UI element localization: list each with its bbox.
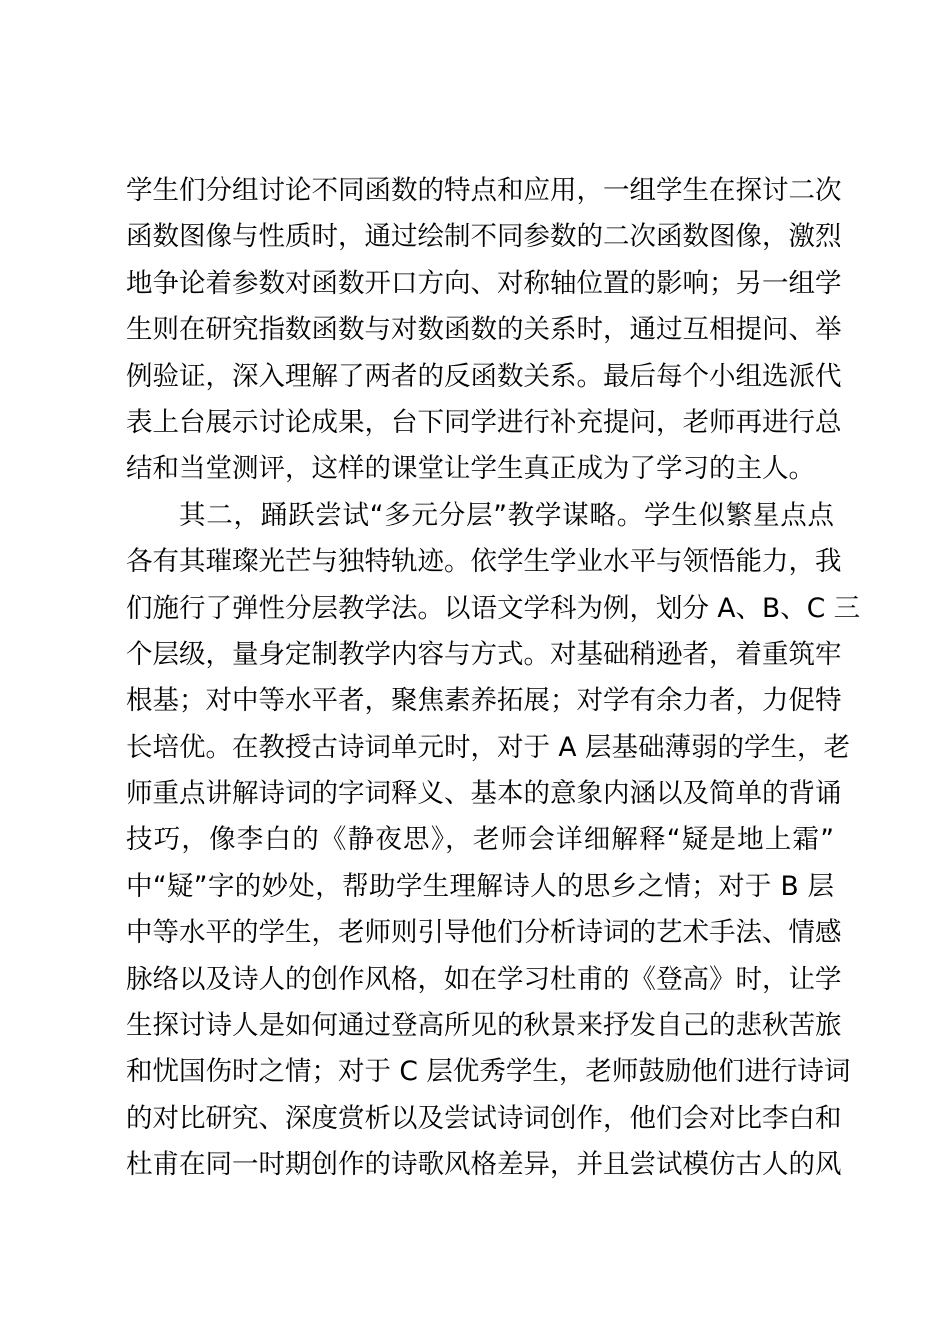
text-line-indented: 其二，踊跃尝试“多元分层”教学谋略。学生似繁星点点	[179, 499, 834, 531]
text-line: 生探讨诗人是如何通过登高所见的秋景来抒发自己的悲秋苦旅	[126, 1010, 842, 1042]
text-line: 杜甫在同一时期创作的诗歌风格差异，并且尝试模仿古人的风	[126, 1149, 842, 1181]
text-line: 中等水平的学生，老师则引导他们分析诗词的艺术手法、情感	[126, 917, 842, 949]
text-line: 们施行了弹性分层教学法。以语文学科为例，划分 A、B、C 三	[126, 592, 861, 624]
text-line: 函数图像与性质时，通过绘制不同参数的二次函数图像，激烈	[126, 221, 842, 253]
body-text	[126, 168, 861, 1189]
text-line: 结和当堂测评，这样的课堂让学生真正成为了学习的主人。	[126, 453, 815, 485]
text-line: 和忧国伤时之情；对于 C 层优秀学生，老师鼓励他们进行诗词	[126, 1056, 851, 1088]
text-line: 中“疑”字的妙处，帮助学生理解诗人的思乡之情；对于 B 层	[126, 870, 834, 902]
text-line: 生则在研究指数函数与对数函数的关系时，通过互相提问、举	[126, 314, 842, 346]
text-line: 脉络以及诗人的创作风格，如在学习杜甫的《登高》时，让学	[126, 963, 842, 995]
text-line: 的对比研究、深度赏析以及尝试诗词创作，他们会对比李白和	[126, 1102, 842, 1134]
text-line: 技巧，像李白的《静夜思》，老师会详细解释“疑是地上霜”	[126, 824, 834, 856]
text-line: 长培优。在教授古诗词单元时，对于 A 层基础薄弱的学生，老	[126, 731, 850, 763]
text-line: 学生们分组讨论不同函数的特点和应用，一组学生在探讨二次	[126, 175, 842, 206]
text-line: 例验证，深入理解了两者的反函数关系。最后每个小组选派代	[126, 360, 842, 392]
text-line: 地争论着参数对函数开口方向、对称轴位置的影响；另一组学	[126, 267, 842, 299]
text-line: 师重点讲解诗词的字词释义、基本的意象内涵以及简单的背诵	[126, 778, 842, 810]
text-line: 个层级，量身定制教学内容与方式。对基础稍逊者，着重筑牢	[126, 638, 842, 670]
text-line: 各有其璀璨光芒与独特轨迹。依学生学业水平与领悟能力，我	[126, 546, 842, 578]
text-line: 根基；对中等水平者，聚焦素养拓展；对学有余力者，力促特	[126, 685, 842, 717]
text-line: 表上台展示讨论成果，台下同学进行补充提问，老师再进行总	[126, 406, 842, 438]
